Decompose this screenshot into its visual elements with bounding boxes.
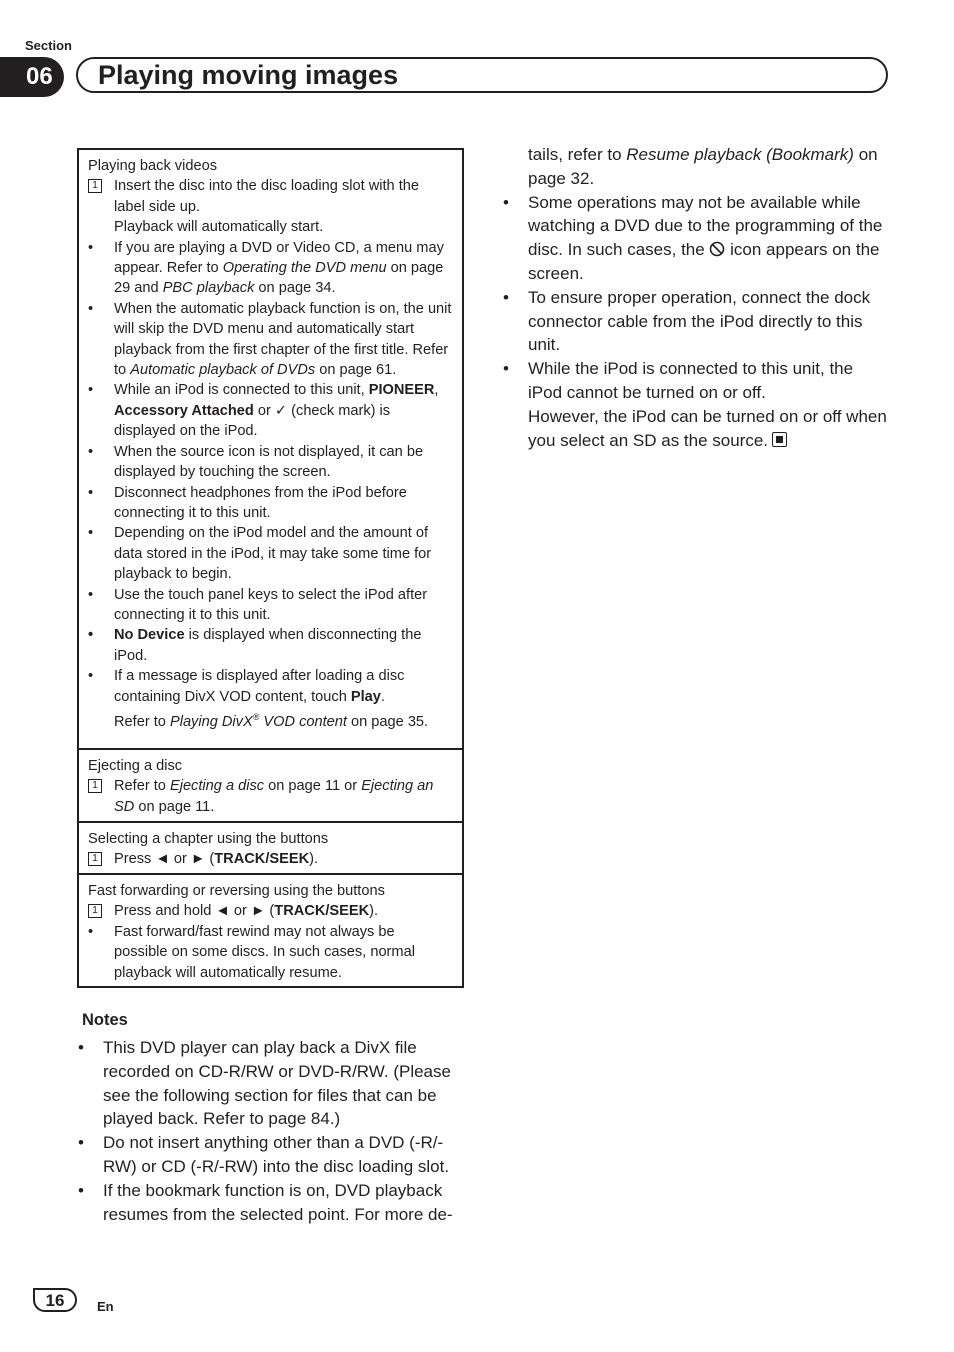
text: VOD content	[259, 713, 347, 730]
text: If the bookmark function is on, DVD playback resumes from the selected point. For more de-	[103, 1180, 453, 1224]
section-number: 06	[0, 57, 64, 97]
text: tails, refer to	[528, 145, 627, 164]
text: If you are playing a DVD or Video CD, a menu may appear. Refer to	[114, 239, 444, 277]
reference-link: Operating the DVD menu	[222, 260, 387, 277]
text: on page 29 and	[114, 260, 444, 297]
end-mark-icon	[772, 432, 787, 447]
bullet: •	[88, 239, 94, 256]
step-text: Insert the disc into the disc loading slot with the label side up.	[114, 178, 420, 215]
reference-link	[169, 711, 347, 730]
text: ,	[434, 382, 439, 399]
text: on page 11 or	[264, 778, 362, 795]
bullet: •	[88, 484, 94, 501]
continued-text	[503, 143, 888, 191]
list-item	[88, 625, 452, 666]
list-item	[78, 1036, 464, 1131]
page-number: 16	[33, 1288, 77, 1312]
bullet: •	[503, 359, 509, 379]
reference-link: PBC playback	[162, 280, 255, 297]
text: Playing DivX	[169, 713, 253, 730]
list-item	[88, 483, 452, 524]
fast-forward-box	[77, 873, 464, 988]
step-row	[88, 176, 452, 217]
text: on page 11.	[134, 798, 215, 815]
step-number: 1	[88, 779, 102, 793]
text: on page 32.	[528, 145, 878, 188]
box-heading: Fast forwarding or reversing using the buttons	[88, 883, 385, 899]
bullet: •	[503, 287, 509, 307]
bullet: •	[88, 586, 94, 603]
step-number: 1	[88, 852, 102, 866]
text: While an iPod is connected to this unit,	[114, 382, 369, 399]
bold-term: PIONEER	[368, 382, 435, 399]
text: or	[253, 402, 275, 419]
text: icon appears on the screen.	[528, 240, 880, 283]
prohibited-icon	[709, 241, 725, 257]
right-column	[503, 143, 888, 452]
text: When the source icon is not displayed, it can be displayed by touching the screen.	[114, 443, 424, 481]
bullet: •	[88, 300, 94, 317]
text: is displayed when disconnecting the iPod.	[114, 627, 422, 664]
text: To ensure proper operation, connect the dock connector cable from the iPod directly to this unit.	[528, 287, 871, 355]
step-number: 1	[88, 904, 102, 918]
text: Refer to	[114, 713, 170, 730]
text: on page 61.	[315, 362, 397, 379]
step-row	[88, 849, 452, 869]
bullet: •	[78, 1180, 84, 1200]
bullet: •	[503, 192, 509, 212]
step-row	[88, 776, 452, 817]
text: ).	[369, 903, 379, 920]
section-label: Section	[25, 38, 72, 53]
step-number: 1	[88, 179, 102, 193]
bold-term: No Device	[114, 627, 185, 644]
text: Use the touch panel keys to select the iPod after connecting it to this unit.	[114, 586, 428, 623]
bullet: •	[88, 382, 94, 399]
list-item	[88, 523, 452, 584]
bullet: •	[78, 1133, 84, 1153]
bullet: •	[88, 668, 94, 685]
list-item	[88, 299, 452, 381]
text: .	[380, 688, 385, 705]
list-item	[88, 585, 452, 626]
text: on page 35.	[346, 713, 429, 730]
text: If a message is displayed after loading a disc containing DivX VOD content, touch	[114, 668, 405, 705]
box-heading: Selecting a chapter using the buttons	[88, 831, 329, 847]
reference-link: Ejecting a disc	[169, 778, 265, 795]
list-item	[78, 1179, 464, 1227]
step-result: Playback will automatically start.	[114, 219, 324, 236]
step-row	[88, 901, 452, 921]
text: on page 34.	[254, 280, 336, 297]
list-item	[88, 922, 452, 983]
list-item	[78, 1131, 464, 1179]
text: (check mark) is displayed on the iPod.	[114, 402, 391, 440]
text: While the iPod is connected to this unit, the iPod cannot be turned on or off.	[528, 359, 854, 402]
box-heading: Ejecting a disc	[88, 758, 183, 774]
notes-list	[78, 1036, 464, 1226]
registered-mark: ®	[252, 711, 260, 722]
list-item	[88, 238, 452, 299]
bullet: •	[88, 525, 94, 542]
language-label: En	[97, 1299, 114, 1314]
reference-link: Ejecting an SD	[114, 778, 434, 815]
page-title: Playing moving images	[76, 57, 888, 93]
bullet: •	[88, 923, 94, 940]
list-item	[88, 666, 452, 732]
text: When the automatic playback function is on, the unit will skip the DVD menu and automatically start playback from the first chapter of the first title. Refer to	[114, 300, 452, 379]
reference-link: Resume playback (Bookmark)	[626, 145, 854, 164]
text: Refer to	[114, 778, 170, 795]
playing-back-videos-box	[77, 148, 464, 750]
bullet: •	[88, 627, 94, 644]
box-heading: Playing back videos	[88, 158, 217, 174]
reference-link: Automatic playback of DVDs	[130, 362, 316, 379]
list-item	[88, 380, 452, 441]
text: Disconnect headphones from the iPod before connecting it to this unit.	[114, 484, 407, 521]
text: Do not insert anything other than a DVD (-R/-RW) or CD (-R/-RW) into the disc loading slot.	[103, 1133, 450, 1176]
list-item	[88, 442, 452, 483]
text: However, the iPod can be turned on or off when you select an SD as the source.	[528, 406, 887, 450]
list-item	[503, 357, 888, 452]
text: ).	[309, 851, 319, 868]
bold-term: TRACK/SEEK	[214, 851, 310, 868]
text: This DVD player can play back a DivX file recorded on CD-R/RW or DVD-R/RW. (Please see the following section for files that can be played back. Refer to page 84.)	[103, 1038, 451, 1129]
bold-term: Accessory Attached	[114, 402, 254, 419]
ejecting-disc-box	[77, 748, 464, 823]
text: Some operations may not be available while watching a DVD due to the programming of the disc. In such cases, the	[528, 192, 883, 260]
bold-term: TRACK/SEEK	[274, 903, 370, 920]
notes-title: Notes	[82, 1011, 128, 1029]
check-mark-icon: ✓	[274, 402, 288, 419]
bullet: •	[78, 1038, 84, 1057]
text: Depending on the iPod model and the amount of data stored in the iPod, it may take some time for playback to begin.	[114, 525, 432, 583]
selecting-chapter-box	[77, 821, 464, 875]
list-item	[503, 191, 888, 286]
bullet: •	[88, 443, 94, 460]
text: Fast forward/fast rewind may not always be possible on some discs. In such cases, normal playback will automatically resume.	[114, 923, 415, 981]
list-item	[503, 286, 888, 357]
text: Press ◄ or ► (	[114, 851, 215, 868]
text: Press and hold ◄ or ► (	[114, 903, 275, 920]
bold-term: Play	[350, 688, 381, 705]
